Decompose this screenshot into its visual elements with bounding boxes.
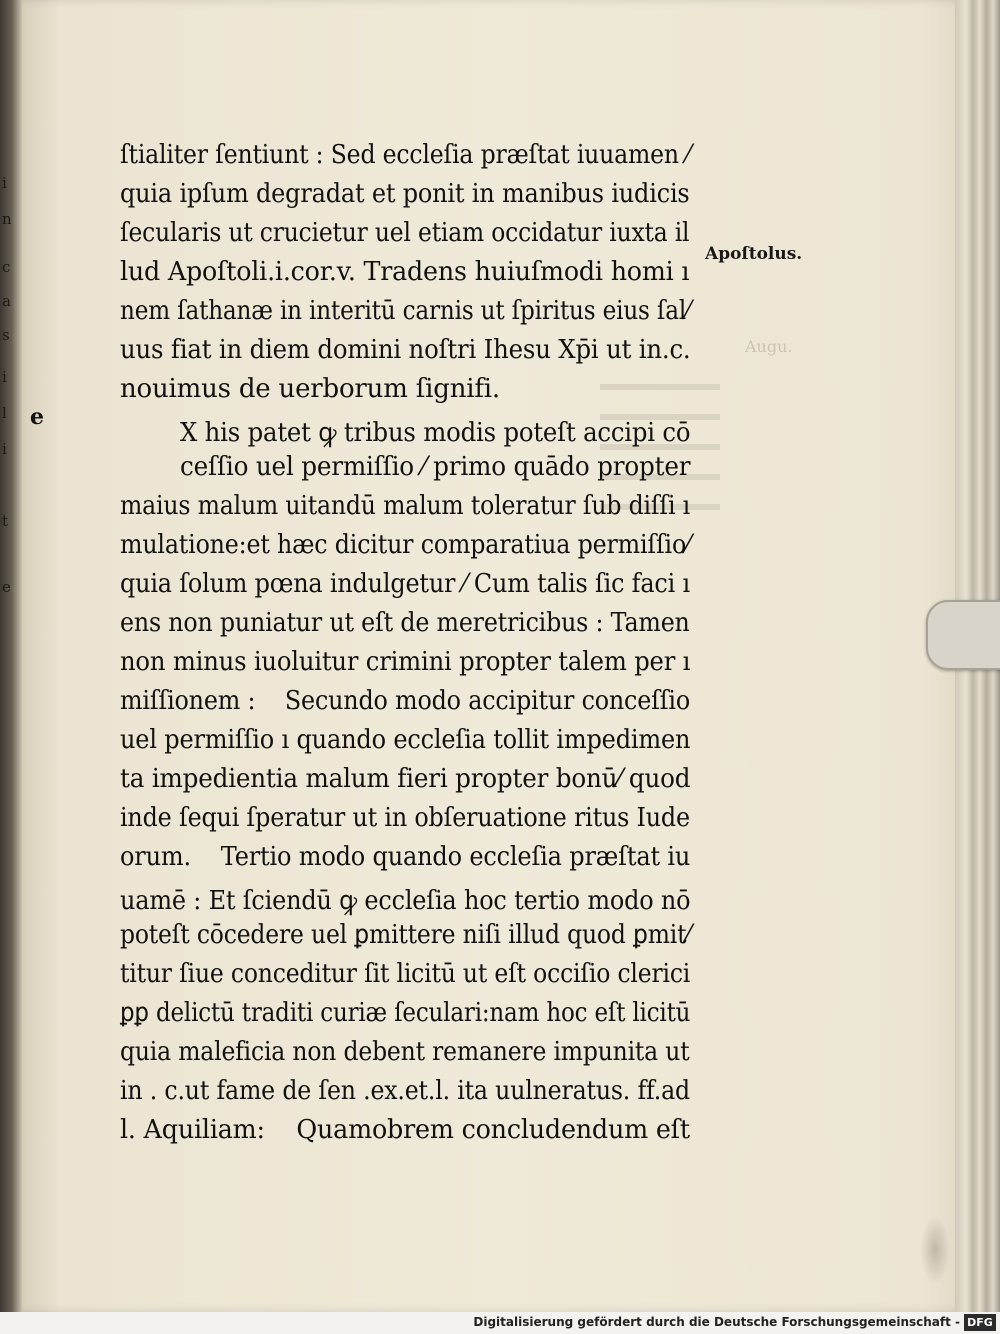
text-line: nouimus de uerborum ſignifi.: [120, 374, 500, 404]
text-line: ſecularis ut crucietur uel etiam occidatur iuxta il: [120, 218, 690, 248]
text-line: maius malum uitandū malum toleratur ſub diſſi ı: [120, 491, 690, 521]
text-line: ꝑꝑ delictū traditi curiæ ſeculari:nam hoc eſt licitū: [120, 998, 691, 1028]
footer-credit: Digitalisierung gefördert durch die Deutsche Forschungsgemeinschaft -: [473, 1315, 960, 1329]
text-line: titur ſiue conceditur ſit licitū ut eſt occiſio clerici: [120, 959, 691, 989]
left-letter: e: [2, 578, 11, 596]
page-clip-tab: [926, 600, 1000, 670]
text-line: non minus iuoluitur crimini propter talem per ı: [120, 647, 691, 677]
text-line: ta impedientia malum fieri propter bonū⁄ quod: [120, 764, 691, 794]
digitization-footer: [0, 1312, 1000, 1334]
text-line: poteſt cōcedere uel ꝑmittere niſi illud quod ꝑmit⁄: [120, 920, 691, 950]
text-line: uel permiſſio ı quando eccleſia tollit impedimen: [120, 725, 691, 755]
text-line: quia ſolum pœna indulgetur ⁄ Cum talis ſic faci ı: [120, 569, 690, 599]
text-line: l. Aquiliam: Quamobrem concludendum eſt: [120, 1115, 690, 1145]
paragraph-mark: e: [30, 404, 44, 430]
text-line: miſſionem : Secundo modo accipitur conceſſio: [120, 686, 690, 716]
text-line: ceſſio uel permiſſio ⁄ primo quādo propter: [180, 452, 691, 482]
left-letter: i: [2, 368, 7, 386]
text-line: mulatione:et hæc dicitur comparatiua permiſſio⁄: [120, 530, 690, 560]
left-letter: i: [2, 440, 7, 458]
text-line: in . c.ut fame de ſen .ex.et.l. ita uulneratus. ff.ad: [120, 1076, 690, 1106]
text-line: orum. Tertio modo quando eccleſia præſtat iu: [120, 842, 691, 872]
text-line: ens non puniatur ut eſt de meretricibus : Tamen: [120, 608, 690, 638]
text-line: nem ſathanæ in interitū carnis ut ſpiritus eius ſal⁄: [120, 296, 690, 326]
page-smudge: [920, 1215, 950, 1285]
text-line: uamē : Et ſciendū ꝙ eccleſia hoc tertio modo nō: [120, 886, 691, 916]
left-letter: c: [2, 258, 11, 276]
left-letter: l: [2, 404, 7, 422]
text-line: quia maleficia non debent remanere impunita ut: [120, 1037, 690, 1067]
text-line: inde ſequi ſperatur ut in obſeruatione ritus Iude: [120, 803, 690, 833]
dfg-logo: DFG: [964, 1314, 996, 1331]
text-line: ſtialiter ſentiunt : Sed eccleſia præſtat iuuamen ⁄: [120, 140, 690, 170]
text-line: lud Apoſtoli.i.cor.v. Tradens huiuſmodi homi ı: [120, 257, 690, 287]
marginal-note: Apoſtolus.: [705, 244, 803, 264]
text-line: uus fiat in diem domini noſtri Ihesu Xp̄i ut in.c.: [120, 335, 691, 365]
left-letter: t: [2, 512, 9, 530]
left-letter: i: [2, 174, 7, 192]
left-letter: s: [2, 326, 10, 344]
text-line: quia ipſum degradat et ponit in manibus iudicis: [120, 179, 690, 209]
bleed-through-note: Augu.: [745, 337, 793, 356]
left-letter: a: [2, 292, 11, 310]
text-line: X his patet ꝙ tribus modis poteſt accipi cō: [180, 418, 691, 448]
left-letter: n: [2, 210, 12, 228]
